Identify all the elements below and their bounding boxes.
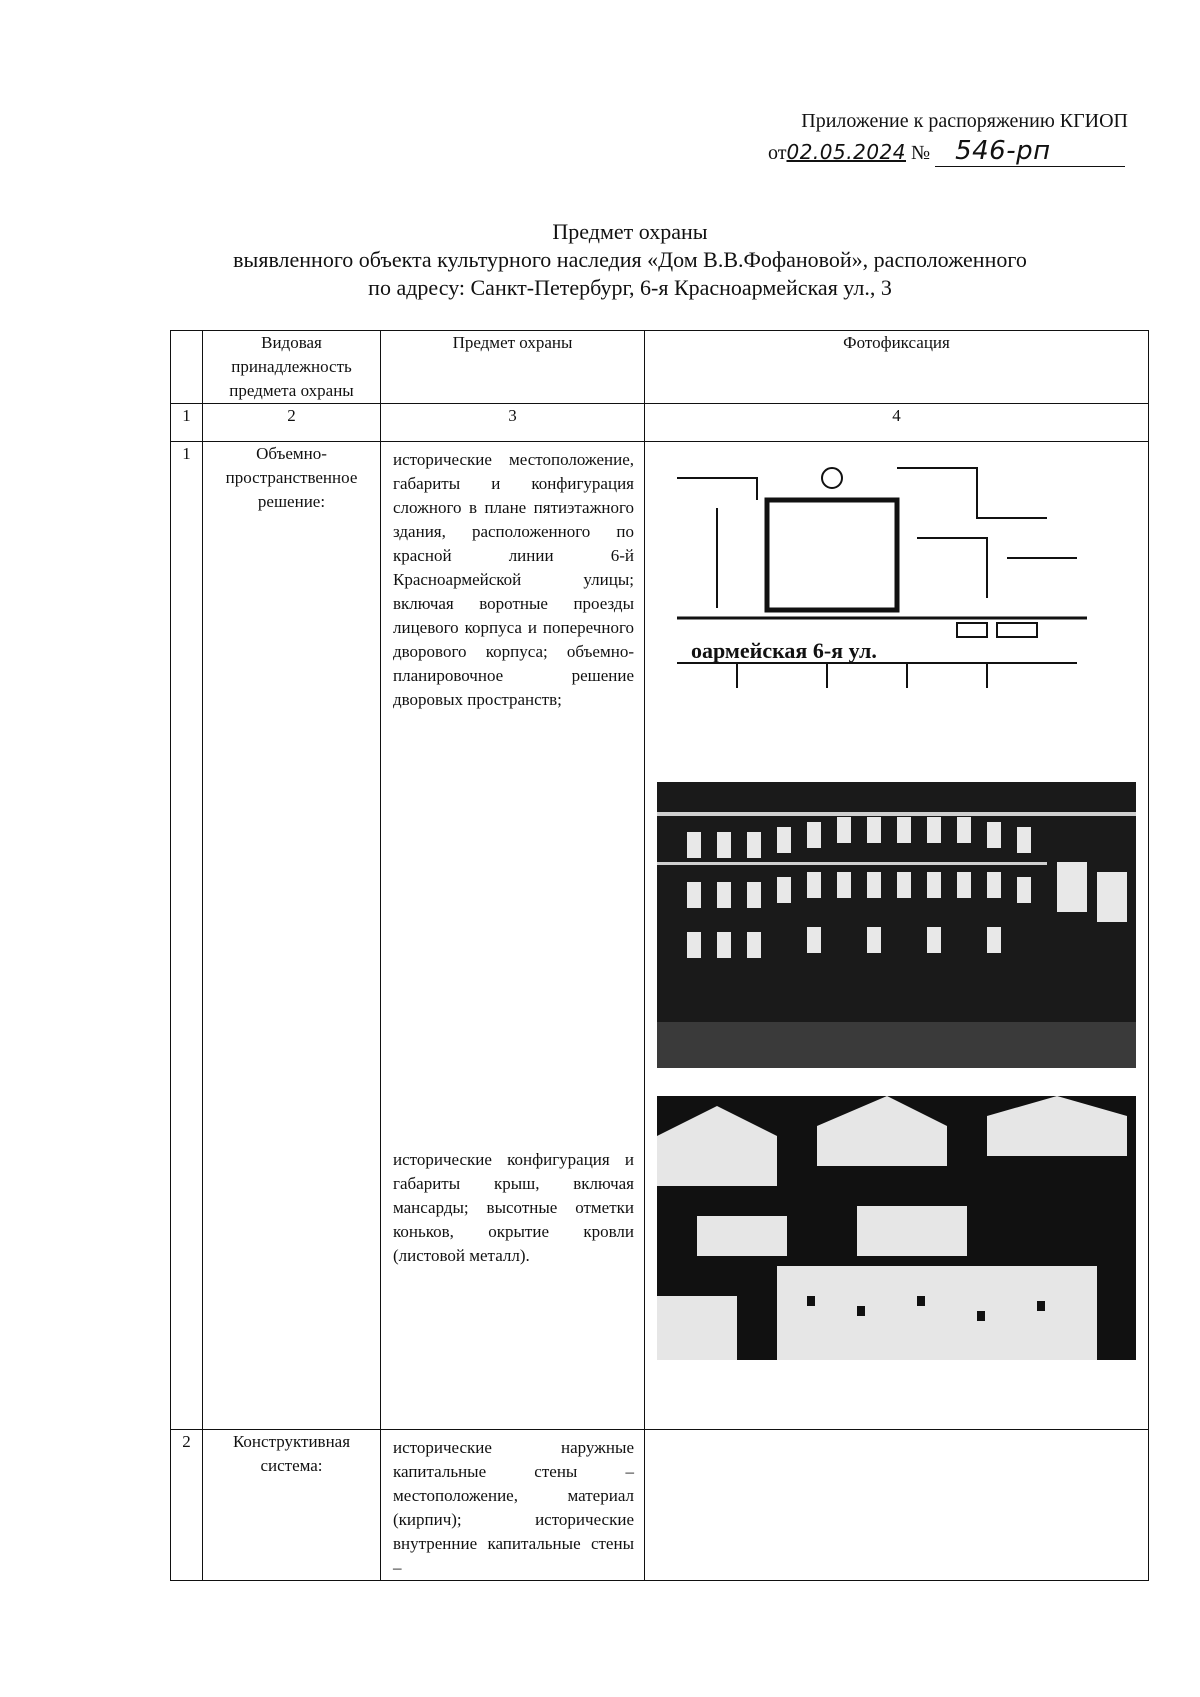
row-subject — [381, 1430, 645, 1581]
table-row — [171, 1430, 1149, 1581]
title-line-3: по адресу: Санкт-Петербург, 6-я Красноармейская ул., 3 — [368, 275, 892, 300]
plan-block — [997, 623, 1037, 637]
plan-building-outline — [767, 500, 897, 610]
plan-marker — [822, 468, 842, 488]
plan-lower-lines — [677, 663, 1077, 688]
plan-block — [957, 623, 987, 637]
col-number-4: 4 — [645, 404, 1149, 442]
appendix-line: Приложение к распоряжению КГИОП — [801, 110, 1128, 132]
roof-photo — [657, 1096, 1136, 1360]
subject-text-walls: исторические наружные капитальные стены – местоположение, материал (кирпич); исторические внутренние капитальные стены – — [393, 1438, 634, 1577]
facade-photo — [657, 722, 1136, 1068]
roof-photo-graphic — [657, 1096, 1136, 1360]
order-date: 02.05.2024 — [786, 140, 906, 164]
row-number: 1 — [171, 442, 203, 1430]
site-plan-drawing — [657, 448, 1111, 698]
row-photos-empty — [645, 1430, 1149, 1581]
document-title — [150, 218, 1110, 302]
title-line-2: выявленного объекта культурного наследия «Дом В.В.Фофановой», расположенного — [233, 247, 1027, 272]
title-line-1: Предмет охраны — [552, 219, 708, 244]
row-subject — [381, 442, 645, 1430]
facade-photo-graphic — [657, 722, 1136, 1068]
col-number-3: 3 — [381, 404, 645, 442]
header-col-3: Предмет охраны — [381, 331, 645, 404]
header-col-2: Видовая принадлежность предмета охраны — [203, 331, 381, 404]
order-reference — [768, 136, 1128, 170]
row-photos — [645, 442, 1149, 1430]
header-col-4: Фотофиксация — [645, 331, 1149, 404]
col-number-1: 1 — [171, 404, 203, 442]
order-prefix: от — [768, 142, 787, 164]
plan-neighbour-lines — [677, 468, 1047, 518]
row-category: Объемно-пространственное решение: — [203, 442, 381, 1430]
protection-table — [170, 330, 1149, 1581]
table-row — [171, 442, 1149, 1430]
order-number: 546-рп — [935, 136, 1125, 167]
row-number: 2 — [171, 1430, 203, 1581]
site-plan-image — [657, 448, 1136, 698]
subject-text-roofs: исторические конфигурация и габариты крыш, включая мансарды; высотные отметки коньков, окрытие кровли (листовой металл). — [393, 1150, 634, 1265]
row-category: Конструктивная система: — [203, 1430, 381, 1581]
header-col-1 — [171, 331, 203, 404]
table-header-row — [171, 331, 1149, 404]
column-number-row — [171, 404, 1149, 442]
number-sign: № — [911, 142, 931, 164]
plan-street-label: оармейская 6-я ул. — [691, 638, 877, 663]
col-number-2: 2 — [203, 404, 381, 442]
subject-text-volume: исторические местоположение, габариты и конфигурация сложного в плане пятиэтажного здания, расположенного по красной линии 6-й Красноармейской улицы; включая воротные проезды лицевого корпуса и поперечного дворового корпуса; объемно-планировочное решение дворовых пространств; — [393, 450, 634, 709]
